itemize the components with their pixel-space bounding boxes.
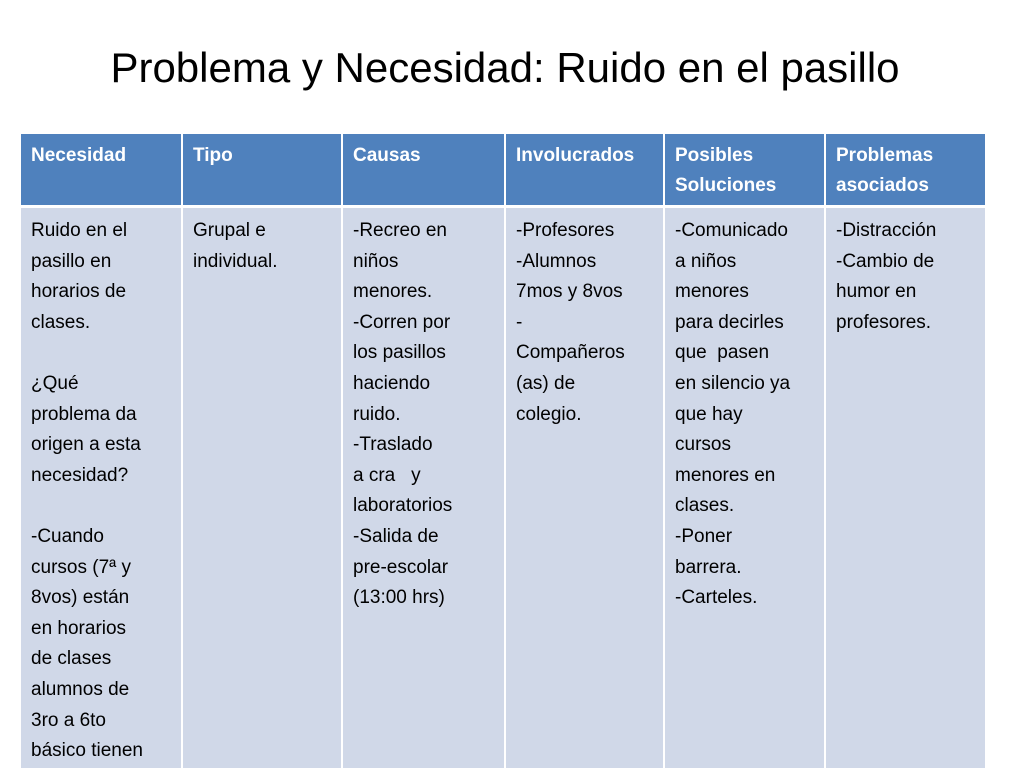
cell-line: que pasen	[675, 342, 770, 364]
cell-line: -Salida de	[353, 525, 439, 547]
cell-line: cursos	[675, 434, 731, 456]
cell-line: haciendo	[353, 372, 431, 394]
cell-line: a niños	[675, 250, 737, 272]
cell-problemas-asociados	[825, 207, 985, 768]
cell-line: problema da	[31, 403, 137, 425]
cell-line: (as) de	[516, 372, 576, 394]
cell-line: -	[516, 311, 523, 333]
cell-line: pre-escolar	[353, 556, 449, 578]
needs-table	[21, 134, 985, 768]
header-posibles-soluciones	[664, 134, 825, 207]
header-involucrados	[505, 134, 664, 207]
cell-line: básico tienen	[31, 740, 143, 762]
cell-line: -Traslado	[353, 434, 433, 456]
cell-line: necesidad?	[31, 464, 129, 486]
header-line: Posibles	[675, 145, 754, 166]
header-line: Necesidad	[31, 145, 127, 166]
cell-line: niños	[353, 250, 399, 272]
table-row	[21, 207, 985, 768]
cell-line: para decirles	[675, 311, 784, 333]
header-line: Tipo	[193, 145, 233, 166]
cell-line: menores.	[353, 281, 433, 303]
cell-line: -Distracción	[836, 220, 937, 241]
cell-line: barrera.	[675, 556, 742, 578]
cell-line: -Profesores	[516, 220, 615, 241]
cell-line: Ruido en el	[31, 220, 128, 241]
cell-line: -Cambio de	[836, 250, 935, 272]
cell-line: individual.	[193, 250, 278, 272]
cell-line: horarios de	[31, 281, 127, 303]
cell-line: -Corren por	[353, 311, 451, 333]
cell-line: -Recreo en	[353, 220, 447, 241]
header-line: Involucrados	[516, 145, 635, 166]
header-line: Causas	[353, 145, 421, 166]
cell-line	[31, 338, 175, 369]
cell-line	[31, 491, 175, 522]
cell-line: colegio.	[516, 403, 582, 425]
cell-tipo	[182, 207, 342, 768]
cell-necesidad	[21, 207, 182, 768]
cell-line: en horarios	[31, 617, 127, 639]
cell-line: -Carteles.	[675, 587, 758, 609]
cell-posibles-soluciones	[664, 207, 825, 768]
cell-line: de clases	[31, 648, 112, 670]
cell-line: alumnos de	[31, 678, 130, 700]
cell-line: ¿Qué	[31, 372, 79, 394]
cell-line: cursos (7ª y	[31, 556, 131, 578]
cell-line: en silencio ya	[675, 372, 791, 394]
header-necesidad	[21, 134, 182, 207]
cell-causas	[342, 207, 505, 768]
slide-title: Problema y Necesidad: Ruido en el pasillo	[110, 44, 900, 91]
cell-line: laboratorios	[353, 495, 453, 517]
header-causas	[342, 134, 505, 207]
cell-line: menores en	[675, 464, 776, 486]
header-problemas-asociados	[825, 134, 985, 207]
header-line: asociados	[836, 175, 929, 196]
header-line: Problemas	[836, 145, 934, 166]
cell-line: a cra y	[353, 464, 421, 486]
cell-involucrados	[505, 207, 664, 768]
cell-line: profesores.	[836, 311, 932, 333]
cell-line: origen a esta	[31, 434, 141, 456]
header-tipo	[182, 134, 342, 207]
header-row	[21, 134, 985, 207]
cell-line: los pasillos	[353, 342, 446, 364]
cell-line: pasillo en	[31, 250, 112, 272]
cell-line: 7mos y 8vos	[516, 281, 623, 303]
cell-line: ruido.	[353, 403, 401, 425]
header-line: Soluciones	[675, 175, 777, 196]
cell-line: 3ro a 6to	[31, 709, 106, 731]
cell-line: clases.	[675, 495, 735, 517]
cell-line: -Cuando	[31, 525, 104, 547]
cell-line: -Poner	[675, 525, 733, 547]
cell-line: menores	[675, 281, 749, 303]
cell-line: 8vos) están	[31, 587, 130, 609]
cell-line: -Alumnos	[516, 250, 597, 272]
cell-line: humor en	[836, 281, 917, 303]
cell-line: (13:00 hrs)	[353, 587, 445, 609]
cell-line: -Comunicado	[675, 220, 788, 241]
cell-line: clases.	[31, 311, 91, 333]
cell-line: Grupal e	[193, 220, 266, 241]
cell-line: Compañeros	[516, 342, 625, 364]
cell-line: que hay	[675, 403, 743, 425]
